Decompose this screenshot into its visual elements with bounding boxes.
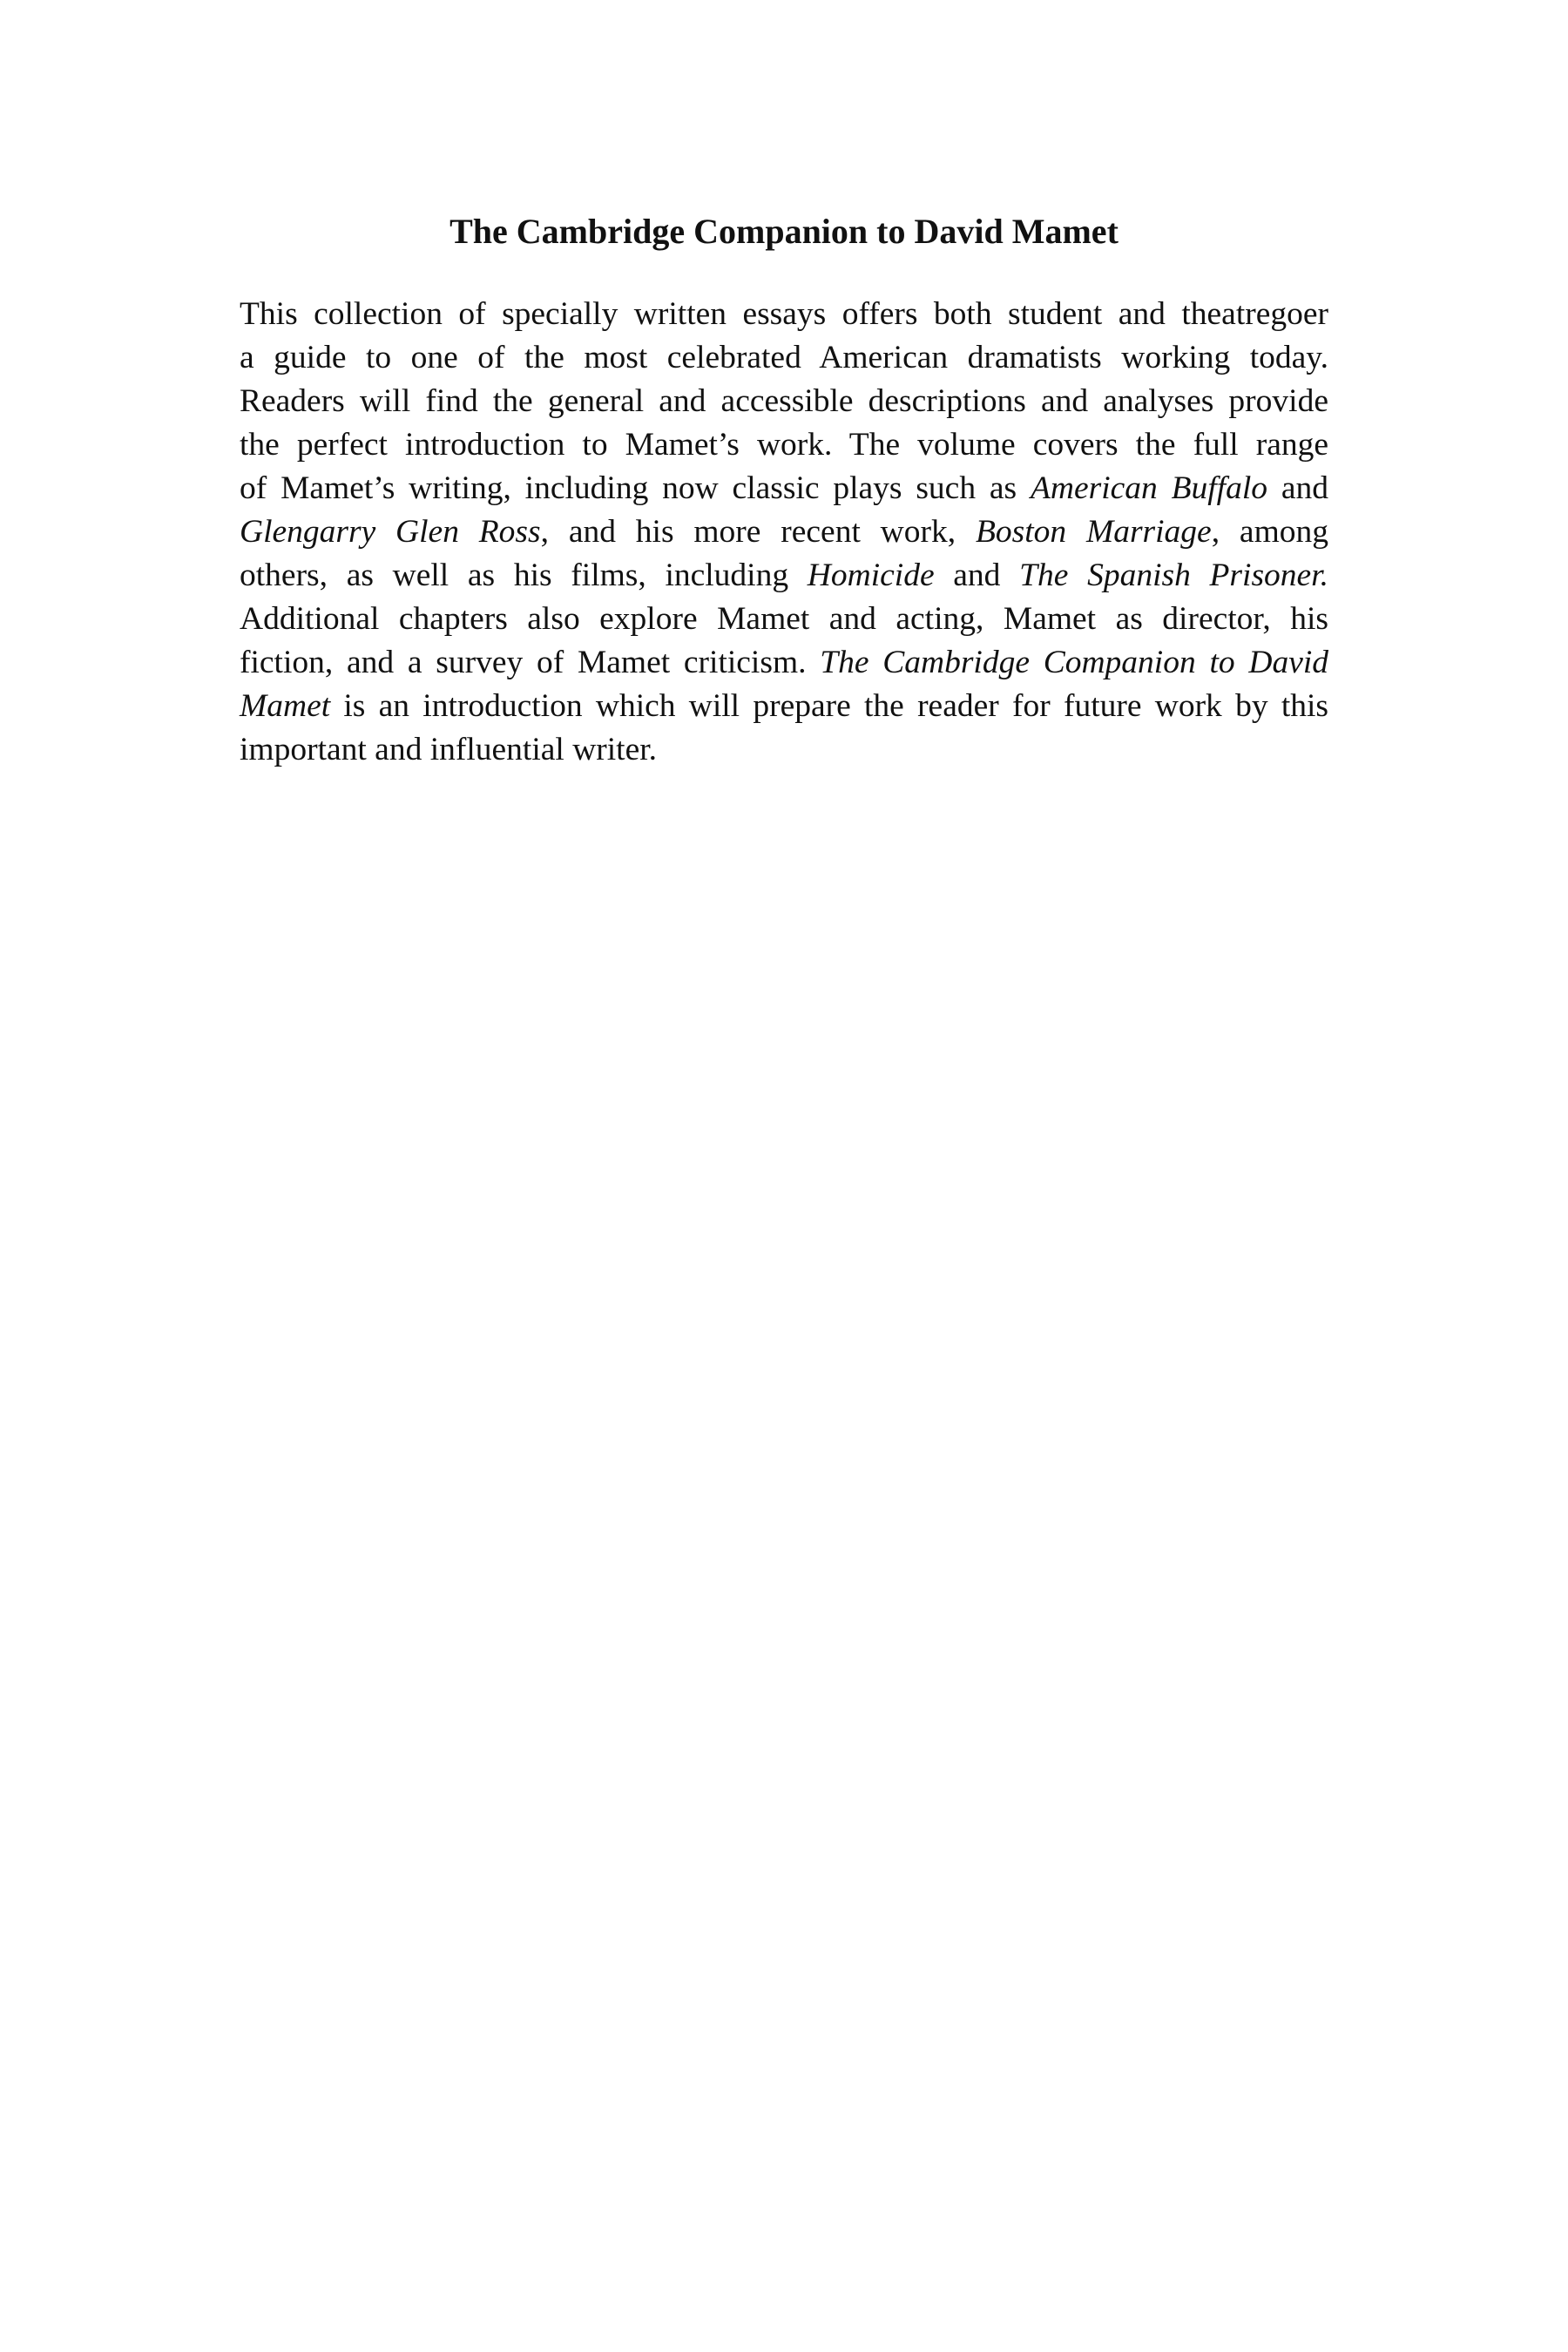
- body-text-segment: fiction, and a survey of Mamet criticism.: [240, 645, 821, 680]
- italic-title-text: The Cambridge Companion to David: [820, 645, 1329, 680]
- body-text-segment: , and his more recent work,: [540, 514, 976, 550]
- body-text-segment: a guide to one of the most celebrated American dramatists working today.: [240, 340, 1328, 375]
- paragraph-line: [240, 554, 1328, 598]
- paragraph-line: [240, 510, 1328, 554]
- italic-title-text: Glengarry Glen Ross: [240, 514, 541, 550]
- body-text-segment: Readers will find the general and accessible descriptions and analyses provide: [240, 383, 1328, 419]
- paragraph-line: [240, 336, 1328, 380]
- body-text-segment: others, as well as his films, including: [240, 558, 808, 593]
- italic-title-text: The Spanish Prisoner.: [1019, 558, 1328, 593]
- italic-title-text: Boston Marriage: [975, 514, 1212, 550]
- body-text-segment: and: [934, 558, 1020, 593]
- body-text-segment: This collection of specially written essays offers both student and theatregoer: [240, 296, 1328, 332]
- paragraph-line: [240, 685, 1328, 728]
- italic-title-text: American Buffalo: [1030, 470, 1268, 506]
- description-paragraph: [240, 293, 1328, 772]
- paragraph-line: [240, 598, 1328, 641]
- italic-title-text: Homicide: [807, 558, 935, 593]
- body-text-segment: Additional chapters also explore Mamet and acting, Mamet as director, his: [240, 601, 1328, 637]
- paragraph-line: [240, 728, 1328, 772]
- body-text-segment: important and influential writer.: [240, 732, 658, 767]
- body-text-segment: of Mamet’s writing, including now classic plays such as: [240, 470, 1031, 506]
- paragraph-line: [240, 423, 1328, 467]
- paragraph-line: [240, 641, 1328, 685]
- body-text-segment: and: [1267, 470, 1329, 506]
- body-text-segment: , among: [1211, 514, 1328, 550]
- body-text-segment: the perfect introduction to Mamet’s work. The volume covers the full range: [240, 427, 1328, 463]
- body-text-segment: is an introduction which will prepare the reader for future work by this: [330, 688, 1328, 724]
- italic-title-text: Mamet: [240, 688, 331, 724]
- page-title: The Cambridge Companion to David Mamet: [449, 212, 1119, 251]
- paragraph-line: [240, 293, 1328, 336]
- paragraph-line: [240, 467, 1328, 510]
- paragraph-line: [240, 380, 1328, 423]
